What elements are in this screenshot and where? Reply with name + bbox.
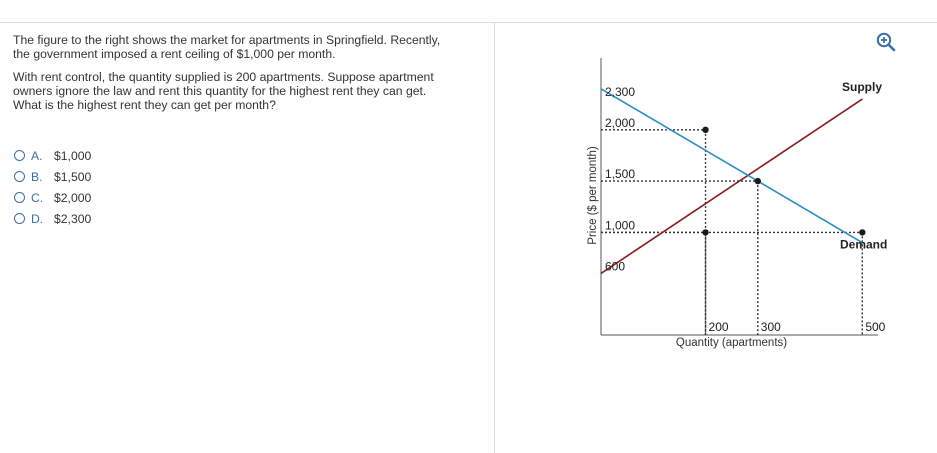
choice-c[interactable] xyxy=(14,187,91,208)
y-tick-label: 1,500 xyxy=(605,167,636,182)
y-tick-label: 1,000 xyxy=(605,218,636,233)
supply-demand-chart xyxy=(584,48,914,353)
radio-button[interactable] xyxy=(14,150,25,161)
y-axis-title: Price ($ per month) xyxy=(587,146,599,245)
choice-b[interactable] xyxy=(14,166,91,187)
data-point xyxy=(755,178,761,184)
choice-value: $1,500 xyxy=(54,169,92,184)
choice-value: $2,000 xyxy=(54,190,92,205)
radio-button[interactable] xyxy=(14,192,25,203)
answer-choices xyxy=(14,145,91,229)
data-point xyxy=(859,229,865,235)
y-tick-label: 2,300 xyxy=(605,85,636,100)
y-tick-label: 2,000 xyxy=(605,115,636,130)
x-tick-label: 300 xyxy=(760,320,781,334)
series-line-supply xyxy=(601,99,862,273)
question-text xyxy=(13,33,483,121)
choice-letter: A. xyxy=(31,148,43,163)
choice-letter: C. xyxy=(31,190,44,205)
choice-value: $1,000 xyxy=(54,148,92,163)
radio-button[interactable] xyxy=(14,213,25,224)
x-tick-label: 500 xyxy=(865,320,886,334)
panel-divider xyxy=(494,23,495,453)
choice-letter: D. xyxy=(31,211,44,226)
question-paragraph-1: The figure to the right shows the market for apartments in Springfield. Recently, the government imposed a rent ceiling of $1,000 per month. xyxy=(13,33,441,61)
choice-a[interactable] xyxy=(14,145,91,166)
x-tick-label: 200 xyxy=(708,320,729,334)
data-point xyxy=(702,127,708,133)
radio-button[interactable] xyxy=(14,171,25,182)
x-axis-title: Quantity (apartments) xyxy=(675,337,788,349)
y-tick-label: 600 xyxy=(605,259,626,274)
choice-d[interactable] xyxy=(14,208,91,229)
question-paragraph-2: With rent control, the quantity supplied is 200 apartments. Suppose apartment owners ignore the law and rent this quantity for the highest rent they can get. What is the highest rent they can get per month? xyxy=(13,70,434,112)
data-point xyxy=(702,229,708,235)
top-border xyxy=(0,22,937,23)
series-line-demand xyxy=(601,89,862,243)
choice-letter: B. xyxy=(31,169,43,184)
choice-value: $2,300 xyxy=(54,211,92,226)
series-label-demand: Demand xyxy=(840,237,888,252)
series-label-supply: Supply xyxy=(842,80,883,95)
